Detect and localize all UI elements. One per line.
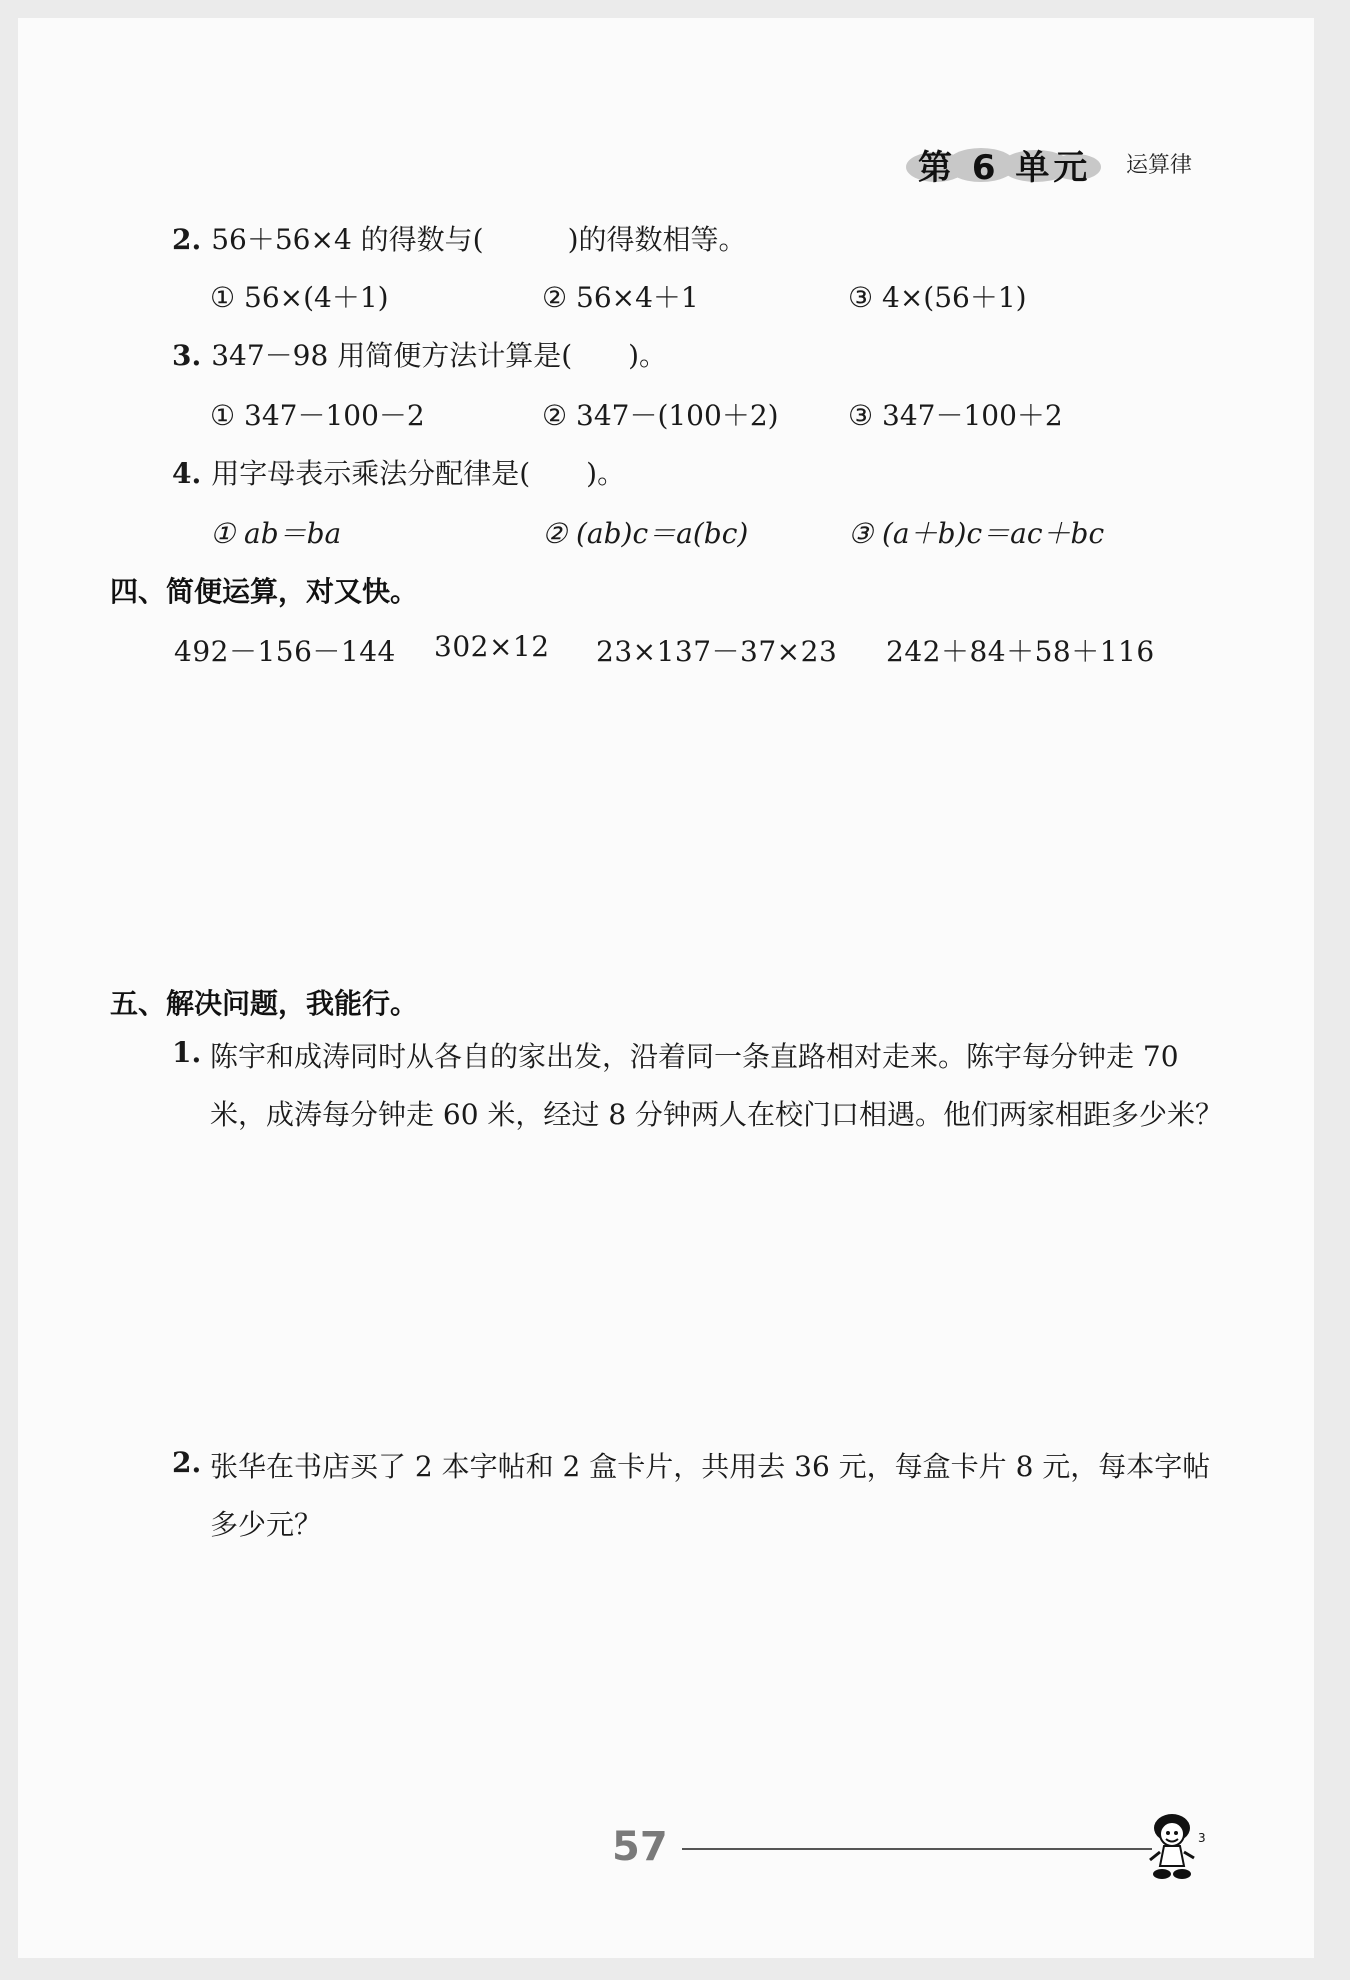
- question-stem: 用字母表示乘法分配律是( )。: [211, 457, 626, 490]
- option-a: ① 56×(4＋1): [210, 281, 389, 314]
- question-3: [172, 334, 667, 374]
- unit-title: 第 6 单元: [918, 148, 1092, 188]
- question-number: 2.: [172, 223, 202, 256]
- page-number: 57: [612, 1824, 668, 1870]
- option-b: ② 347－(100＋2): [542, 399, 779, 432]
- option-a: ① ab＝ba: [210, 517, 342, 550]
- calculation-1: 492－156－144: [174, 635, 396, 668]
- section-5-title: 五、解决问题，我能行。: [110, 987, 419, 1020]
- calculation-3: 23×137－37×23: [596, 635, 838, 668]
- question-number: 3.: [172, 339, 202, 372]
- cartoon-boy-icon: [1142, 1808, 1212, 1888]
- option-a: ① 347－100－2: [210, 399, 425, 432]
- question-4: [172, 452, 625, 492]
- problem-2-text: 张华在书店买了 2 本字帖和 2 盒卡片，共用去 36 元，每盒卡片 8 元，每本字帖多少元？: [210, 1450, 1211, 1541]
- calculation-2: 302×12: [434, 630, 550, 663]
- svg-text:3: 3: [1198, 1831, 1206, 1845]
- question-stem: 347－98 用简便方法计算是( )。: [211, 339, 668, 372]
- calculation-4: 242＋84＋58＋116: [886, 635, 1155, 668]
- question-stem: 56＋56×4 的得数与( )的得数相等。: [211, 223, 747, 256]
- footer-divider: [682, 1848, 1152, 1850]
- unit-topic: 运算律: [1126, 153, 1193, 178]
- option-c: ③ (a＋b)c＝ac＋bc: [848, 517, 1105, 550]
- workbook-page: [18, 18, 1314, 1958]
- problem-1-number: 1.: [172, 1036, 202, 1069]
- section-4-title: 四、简便运算，对又快。: [110, 575, 419, 608]
- option-b: ② (ab)c＝a(bc): [542, 517, 749, 550]
- option-b: ② 56×4＋1: [542, 281, 699, 314]
- problem-1-text: 陈宇和成涛同时从各自的家出发，沿着同一条直路相对走来。陈宇每分钟走 70 米，成涛每分钟走 60 米，经过 8 分钟两人在校门口相遇。他们两家相距多少米？: [210, 1040, 1224, 1131]
- problem-2-number: 2.: [172, 1446, 202, 1479]
- option-c: ③ 347－100＋2: [848, 399, 1063, 432]
- option-c: ③ 4×(56＋1): [848, 281, 1027, 314]
- question-2: [172, 218, 747, 258]
- question-number: 4.: [172, 457, 202, 490]
